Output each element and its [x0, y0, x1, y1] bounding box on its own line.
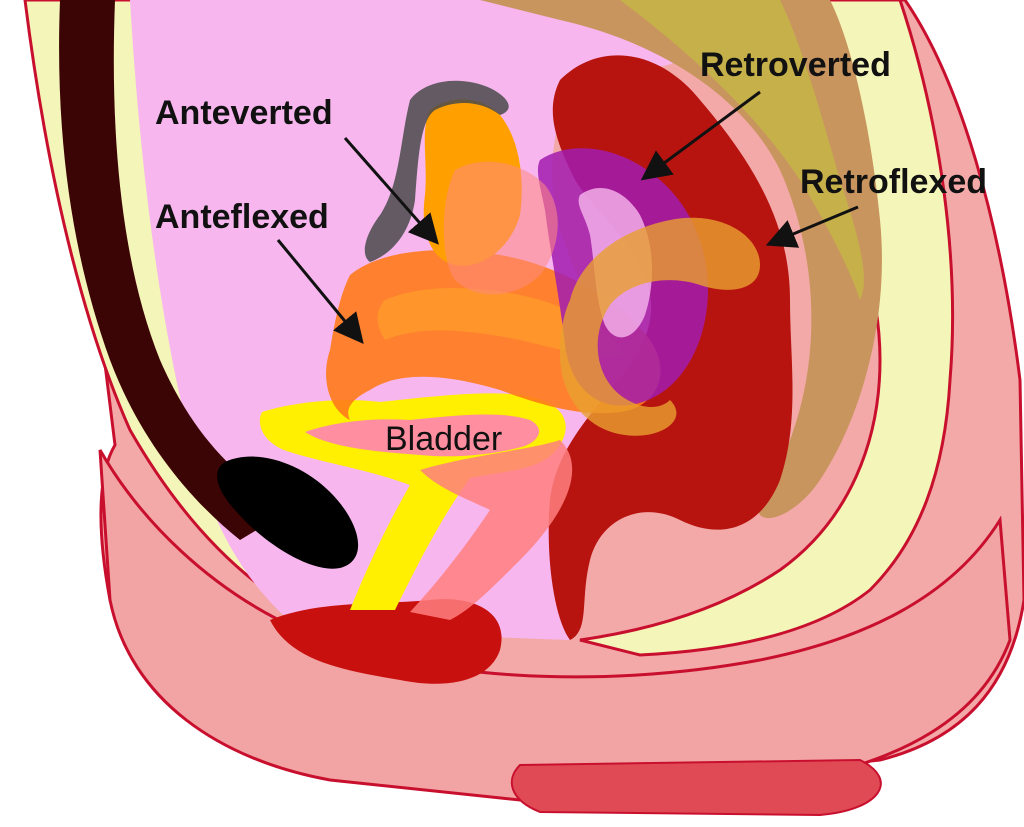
label-anteflexed: Anteflexed — [155, 198, 329, 236]
lower-skin-band — [512, 760, 881, 815]
label-retroflexed: Retroflexed — [800, 163, 988, 201]
label-anteverted: Anteverted — [155, 94, 333, 132]
label-retroverted: Retroverted — [700, 46, 891, 84]
label-bladder: Bladder — [385, 420, 503, 458]
